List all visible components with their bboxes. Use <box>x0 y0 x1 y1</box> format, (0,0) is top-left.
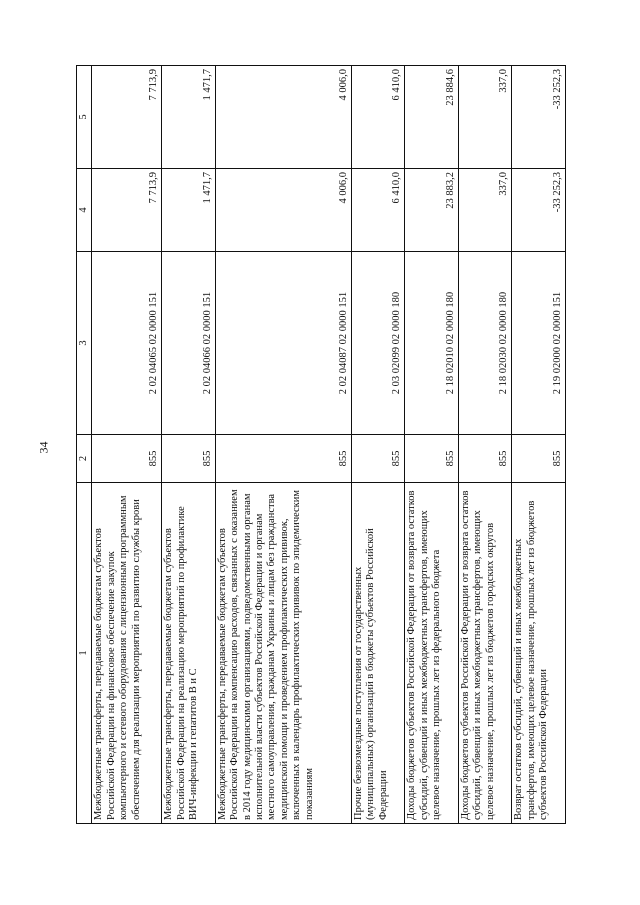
row-value-5: 6 410,0 <box>351 66 405 169</box>
row-value-5: 337,0 <box>458 66 512 169</box>
row-name: Межбюджетные трансферты, передаваемые бюджетам субъектов Российской Федерации на реализацию мероприятий по профилактике ВИЧ-инфекции и гепатитов В и С <box>162 483 216 824</box>
row-name: Межбюджетные трансферты, передаваемые бюджетам субъектов Российской Федерации на финансовое обеспечение закупок компьютерного и сетевого оборудования с лицензионным программным обеспечением для реализации мероприятий по развитию службы крови <box>92 483 162 824</box>
row-value-4: 6 410,0 <box>351 169 405 252</box>
table-row <box>351 66 405 824</box>
row-value-4: 337,0 <box>458 169 512 252</box>
row-value-4: 1 471,7 <box>162 169 216 252</box>
column-header: 3 <box>77 252 92 435</box>
row-admin-code: 855 <box>215 435 351 483</box>
row-admin-code: 855 <box>458 435 512 483</box>
column-header: 4 <box>77 169 92 252</box>
row-value-4: 7 713,9 <box>92 169 162 252</box>
revenue-table <box>76 65 566 824</box>
row-admin-code: 855 <box>512 435 566 483</box>
row-admin-code: 855 <box>351 435 405 483</box>
table-row <box>512 66 566 824</box>
table-row <box>92 66 162 824</box>
column-header: 1 <box>77 483 92 824</box>
table-row <box>215 66 351 824</box>
row-value-5: 1 471,7 <box>162 66 216 169</box>
row-admin-code: 855 <box>162 435 216 483</box>
page-number: 34 <box>36 441 51 454</box>
row-name: Прочие безвозмездные поступления от государственных (муниципальных) организаций в бюджеты субъектов Российской Федерации <box>351 483 405 824</box>
row-value-5: 23 884,6 <box>405 66 459 169</box>
row-name: Межбюджетные трансферты, передаваемые бюджетам субъектов Российской Федерации на компенсацию расходов, связанных с оказанием в 2014 году медицинскими организациями, подведомственными органам исполнительной власти субъектов Российской Федерации и органам местного самоуправления, гражданам Украины и лицам без гражданства медицинской помощи и проведением профилактических прививок, включенных в календарь профилактических прививок по эпидемическим показаниям <box>215 483 351 824</box>
row-budget-code: 2 18 02010 02 0000 180 <box>405 252 459 435</box>
row-budget-code: 2 02 04065 02 0000 151 <box>92 252 162 435</box>
row-budget-code: 2 18 02030 02 0000 180 <box>458 252 512 435</box>
header-row <box>77 66 92 824</box>
row-value-4: 4 006,0 <box>215 169 351 252</box>
table-row <box>458 66 512 824</box>
table-row <box>162 66 216 824</box>
row-name: Доходы бюджетов субъектов Российской Федерации от возврата остатков субсидий, субвенций и иных межбюджетных трансфертов, имеющих целевое назначение, прошлых лет из бюджетов городских округов <box>458 483 512 824</box>
row-budget-code: 2 02 04087 02 0000 151 <box>215 252 351 435</box>
column-header: 2 <box>77 435 92 483</box>
row-name: Возврат остатков субсидий, субвенций и иных межбюджетных трансфертов, имеющих целевое назначение, прошлых лет из бюджетов субъектов Российской Федерации <box>512 483 566 824</box>
row-value-5: -33 252,3 <box>512 66 566 169</box>
row-value-4: -33 252,3 <box>512 169 566 252</box>
row-budget-code: 2 03 02099 02 0000 180 <box>351 252 405 435</box>
row-name: Доходы бюджетов субъектов Российской Федерации от возврата остатков субсидий, субвенций и иных межбюджетных трансфертов, имеющих целевое назначение, прошлых лет из федерального бюджета <box>405 483 459 824</box>
column-header: 5 <box>77 66 92 169</box>
table-row <box>405 66 459 824</box>
row-value-5: 7 713,9 <box>92 66 162 169</box>
row-value-4: 23 883,2 <box>405 169 459 252</box>
row-admin-code: 855 <box>92 435 162 483</box>
row-value-5: 4 006,0 <box>215 66 351 169</box>
row-admin-code: 855 <box>405 435 459 483</box>
rotated-table-container <box>76 66 566 824</box>
row-budget-code: 2 19 02000 02 0000 151 <box>512 252 566 435</box>
row-budget-code: 2 02 04066 02 0000 151 <box>162 252 216 435</box>
